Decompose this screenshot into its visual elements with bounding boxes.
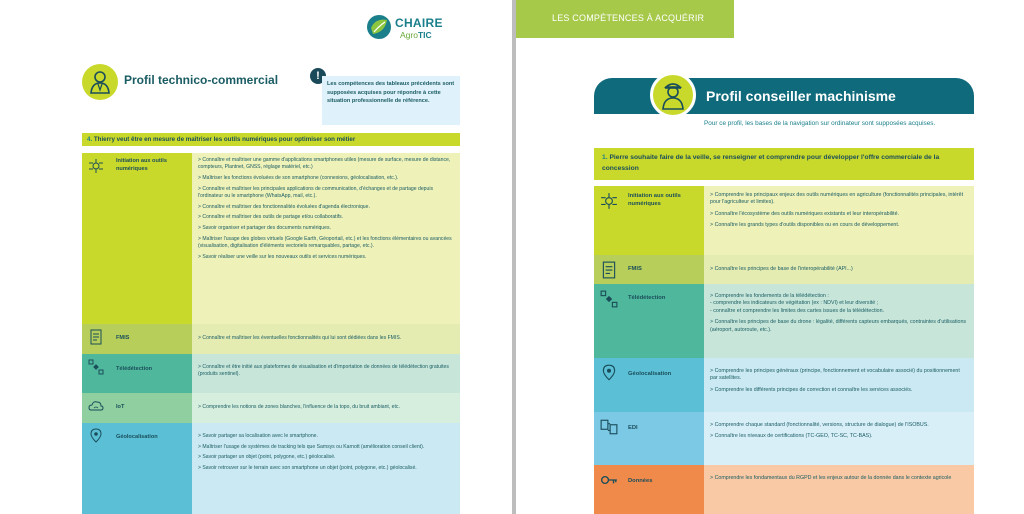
competence-row — [594, 412, 974, 465]
skill-item: > Connaître et maîtriser des outils de partage et/ou collaboratifs. — [198, 214, 344, 221]
skills-cell — [704, 186, 974, 255]
map-pin-icon — [88, 428, 104, 444]
competence-row — [82, 153, 460, 324]
person-icon — [82, 64, 118, 100]
skill-item: > Connaître l'écosystème des outils numériques existants et leur interopérabilité. — [710, 210, 900, 217]
category-cell: Initiation aux outils numériques — [82, 153, 192, 324]
circuit-icon — [88, 158, 104, 174]
profile-avatar — [650, 72, 696, 118]
skill-item: > Comprendre les différents principes de correction et connaître les services associés. — [710, 386, 913, 393]
skill-item: > Comprendre les fondamentaux du RGPD et les enjeux autour de la donnée dans le contexte agricole — [710, 475, 952, 481]
skills-cell — [704, 358, 974, 412]
competence-row — [82, 324, 460, 354]
competence-row — [594, 465, 974, 514]
info-icon: ! — [310, 68, 326, 84]
skill-item: > Comprendre les fondements de la télédétection : — [710, 293, 829, 299]
category-cell: EDI — [594, 412, 704, 465]
category-cell: Géolocalisation — [82, 423, 192, 514]
skills-cell — [192, 153, 460, 324]
profile-avatar — [82, 64, 118, 100]
competence-row — [82, 393, 460, 423]
right-page — [516, 0, 1024, 514]
skill-item: > Connaître les principes de base du drone : légalité, différents capteurs embarqués, contraintes d'utilisations (aéroport, autoroute, etc.). — [710, 319, 967, 333]
skill-item: > Comprendre les principes généraux (principe, fonctionnement et vocabulaire associé) du positionnement par satellites. — [710, 368, 960, 382]
skills-cell — [704, 412, 974, 465]
leaf-logo-icon — [366, 14, 392, 40]
intro-text: Pour ce profil, les bases de la navigation sur ordinateur sont supposées acquises. — [704, 120, 936, 127]
skill-item: > Connaître les grands types d'outils disponibles ou en cours de développement. — [710, 222, 900, 229]
skill-item: > Savoir organiser et partager des documents numériques. — [198, 224, 331, 231]
info-note: Les compétences des tableaux précédents sont supposées acquises pour répondre à cette situation professionnelle de référence. — [322, 76, 460, 125]
document-icon — [600, 261, 618, 279]
competence-row — [594, 284, 974, 358]
key-icon — [600, 471, 618, 489]
skills-cell — [192, 354, 460, 393]
skills-cell — [192, 324, 460, 354]
skill-item: > Comprendre les notions de zones blanches, l'influence de la topo, du bruit ambiant, etc. — [198, 404, 400, 410]
skill-item: > Connaître et maîtriser les principales applications de communication, d'échanges et de partage depuis l'ordinateur ou le smartphone (WhatsApp, mail, etc.). — [198, 185, 433, 199]
chaire-agrotic-logo — [366, 14, 466, 42]
competence-row — [82, 354, 460, 393]
skill-item: > Connaître et être initié aux plateformes de visualisation et d'importation de données de télédétection gratuites (produits sentinel). — [198, 364, 449, 378]
skill-item: > Connaître et maîtriser une gamme d'applications smartphones utiles (mesure de surface, mesure de distance, compteurs, Plantnet, GNSS, réglage matériel, etc.) — [198, 157, 451, 171]
skill-item: > Connaître et maîtriser les éventuelles fonctionnalités qui lui sont dédiées dans les FMIS. — [198, 335, 402, 341]
person-cap-icon — [653, 75, 693, 115]
skills-cell — [192, 393, 460, 423]
satellite-icon — [88, 359, 104, 375]
skills-cell — [704, 284, 974, 358]
data-exchange-icon — [600, 418, 618, 436]
category-cell: FMIS — [82, 324, 192, 354]
skill-item: - connaître et comprendre les limites des cartes issues de la télédétection. — [710, 307, 885, 314]
skill-item: > Savoir retrouver sur le terrain avec son smartphone un objet (point, polygone, etc.) géolocalisé. — [198, 465, 417, 472]
skill-item: > Savoir partager sa localisation avec le smartphone. — [198, 433, 318, 439]
skill-item: - comprendre les indicateurs de végétation (ex : NDVI) et leur diversité ; — [710, 300, 879, 307]
skill-item: > Connaître les principes de base de l'interopérabilité (API...) — [710, 266, 853, 272]
category-cell: Télédétection — [594, 284, 704, 358]
map-pin-icon — [600, 364, 618, 382]
category-cell: IoT — [82, 393, 192, 423]
skill-item: > Connaître les niveaux de certifications (TC-GEO, TC-SC, TC-BAS). — [710, 433, 873, 440]
objective-bar: 4. Thierry veut être en mesure de maîtriser les outils numériques pour optimiser son métier — [82, 133, 460, 146]
skill-item: > Comprendre les principaux enjeux des outils numériques en agriculture (fonctionnalités principales, intérêt pour l'agriculteur et limites). — [710, 192, 964, 206]
page-title: Profil conseiller machinisme — [706, 88, 896, 104]
competence-row — [594, 255, 974, 284]
objective-bar: 1. Pierre souhaite faire de la veille, se renseigner et comprendre pour développer l'offre commerciale de la concession — [594, 148, 974, 180]
competence-row — [594, 186, 974, 255]
logo-subtext: AgroTIC — [400, 30, 432, 40]
competence-row — [82, 423, 460, 514]
satellite-icon — [600, 290, 618, 308]
category-cell: Données — [594, 465, 704, 514]
category-cell: Géolocalisation — [594, 358, 704, 412]
section-header: LES COMPÉTENCES À ACQUÉRIR — [516, 0, 734, 38]
skills-cell — [704, 465, 974, 514]
cloud-wifi-icon — [88, 398, 104, 414]
skill-item: > Comprendre chaque standard (fonctionnalité, versions, structure de dialogue) de l'ISOBUS. — [710, 422, 929, 428]
skill-item: > Savoir partager un objet (point, polygone, etc.) géolocalisé. — [198, 454, 336, 461]
skill-item: > Maîtriser l'usage des globes virtuels (Google Earth, Géoportail, etc.) et les fonctions élémentaires ou avancées (visualisation, digitalisation d'éléments vectoriels remarquables, partage, etc.). — [198, 235, 452, 249]
document-icon — [88, 329, 104, 345]
skill-item: > Savoir réaliser une veille sur les nouveaux outils et services numériques. — [198, 253, 367, 260]
logo-text: CHAIRE — [395, 16, 443, 30]
skill-item: > Maîtriser les fonctions évoluées de son smartphone (connexions, géolocalisation, etc.). — [198, 174, 399, 181]
skill-item: > Connaître et maîtriser des fonctionnalités évoluées d'agenda électronique. — [198, 203, 370, 210]
skill-item: > Maîtriser l'usage de systèmes de tracking tels que Samsys ou Karnott (amélioration conseil client). — [198, 443, 425, 450]
skills-cell — [192, 423, 460, 514]
circuit-icon — [600, 192, 618, 210]
page-title: Profil technico-commercial — [124, 73, 279, 87]
competence-row — [594, 358, 974, 412]
category-cell: FMIS — [594, 255, 704, 284]
skills-cell — [704, 255, 974, 284]
category-cell: Initiation aux outils numériques — [594, 186, 704, 255]
category-cell: Télédétection — [82, 354, 192, 393]
